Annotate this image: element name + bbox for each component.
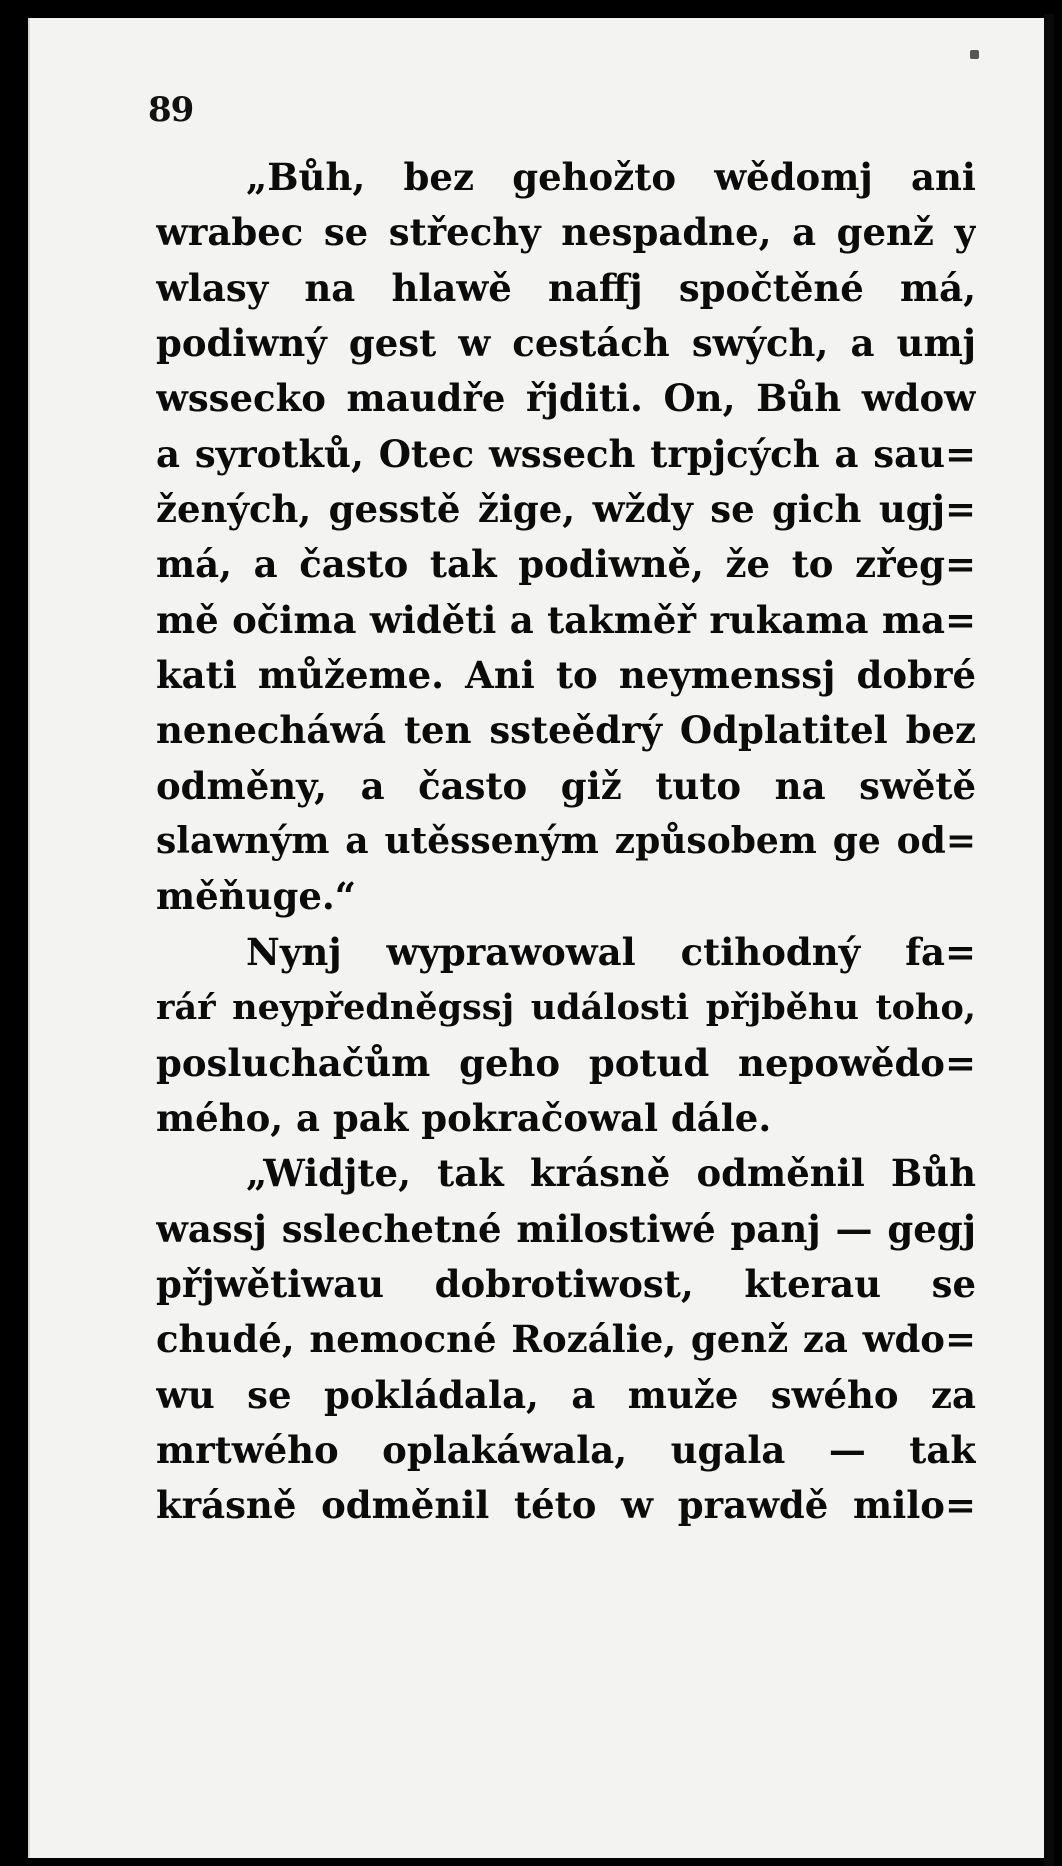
text-line: wu se pokládala, a muže swého za [156, 1372, 976, 1417]
ink-speck [970, 50, 979, 59]
body-text [156, 150, 976, 1534]
text-line: Nynj wyprawowal ctihodný fa= [246, 929, 976, 974]
text-line: chudé, nemocné Rozálie, genž za wdo= [156, 1317, 976, 1362]
text-line: měňuge.“ [156, 874, 357, 919]
text-line: kati můžeme. Ani to neymenssj dobré [156, 653, 976, 698]
text-line: nenecháwá ten ssteědrý Odplatitel bez [156, 708, 976, 753]
text-line: přjwětiwau dobrotiwost, kterau se [156, 1261, 976, 1306]
text-line: a syrotků, Otec wssech trpjcých a sau= [156, 431, 976, 476]
text-line: mrtwého oplakáwala, ugala — tak [156, 1427, 976, 1472]
text-line: má, a často tak podiwně, že to zřeg= [156, 542, 976, 587]
page-number: 89 [148, 90, 194, 130]
text-line: wsseckо maudře řjditi. On, Bůh wdow [156, 376, 976, 421]
text-line: odměny, a často giž tuto na swětě [156, 763, 976, 808]
text-line: „Bůh, bez gehožto wědomj ani [246, 155, 976, 199]
text-line: ráŕ neypředněgssj události přjběhu tohо, [156, 987, 976, 1029]
text-line: wlasy na hlawě naffj spočtěné má, [156, 265, 976, 310]
text-line: posluchačům geho potud nepowědo= [156, 1040, 976, 1085]
text-line: žených, gesstě žige, wždy se gich ugj= [156, 487, 976, 532]
text-line: slawným a utěssеným způsobem ge od= [156, 820, 976, 863]
text-line: wrabec se střechy nespadne, a genž y [156, 210, 976, 255]
text-line: wassj sslechetné milostiwé panj — gegj [156, 1206, 976, 1251]
text-line: „Widjte, tak krásně odměnil Bůh [246, 1151, 976, 1196]
text-line: podiwný gest w cestách swých, a umj [156, 321, 976, 366]
page-edge-shadow [1044, 14, 1054, 1866]
text-line: krásně odměnil této w prawdě milo= [156, 1483, 976, 1528]
text-line: mého, a pak pokračowal dále. [156, 1095, 772, 1140]
text-line: mě očima widěti a takměř rukama ma= [156, 597, 976, 642]
